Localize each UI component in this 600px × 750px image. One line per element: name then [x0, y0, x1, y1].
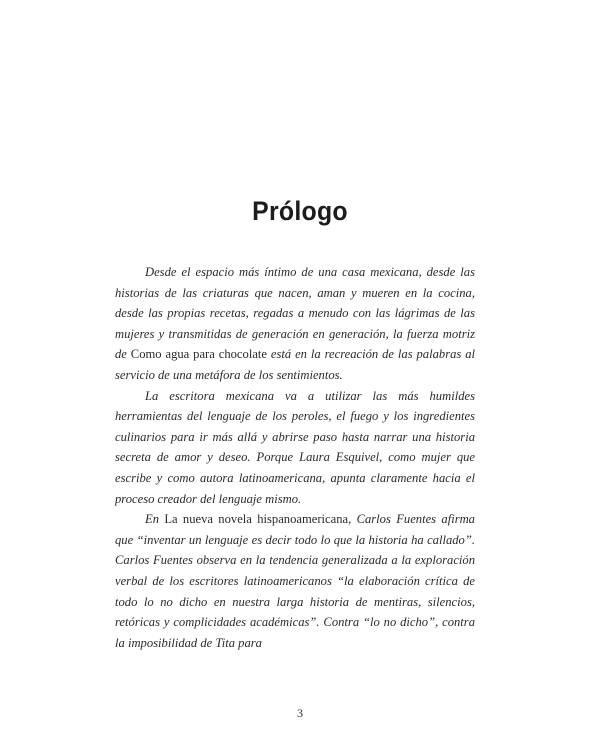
paragraph-1-text: Desde el espacio más íntimo de una casa mexicana, desde las historias de las criaturas que nacen, aman y mueren en la cocina, desde las propias recetas, regadas a menudo con las lágrimas de las mujeres y transmitidas de generación en generación, la fuerza motriz de — [115, 265, 475, 362]
book-title-nueva-novela: La nueva novela hispanoamericana, — [164, 512, 352, 527]
paragraph-1-text-end: está en la recreación de las palabras al servicio de una metáfora de los sentimientos. — [115, 347, 475, 382]
paragraph-2-text: La escritora mexicana va a utilizar las más humildes herramientas del lenguaje de los peroles, el fuego y los ingredientes culinarios para ir más allá y abrirse paso hasta narrar una historia secreta de amor y deseo. Porque Laura Esquivel, como mujer que escribe y como autora latinoamericana, apunta claramente hacia el proceso creador del lenguaje mismo. — [115, 388, 475, 506]
book-title-como-agua: Como agua para chocolate — [130, 347, 267, 362]
page-title: Prólogo — [252, 196, 348, 226]
paragraph-3 — [115, 509, 475, 653]
prologue-body — [115, 262, 475, 653]
paragraph-3-text: Carlos Fuentes afirma que “inventar un lenguaje es decir todo lo que la historia ha callado”. Carlos Fuentes observa en la tendencia generalizada a la exploración verbal de los escritores latinoamericanos “la elaboración crítica de todo lo no dicho en nuestra larga historia de mentiras, silencios, retóricas y complicidades académicas”. Contra “lo no dicho”, contra la imposibilidad de Tita para — [115, 512, 475, 650]
paragraph-1 — [115, 262, 475, 386]
page-number: 3 — [297, 706, 303, 720]
paragraph-3-text-start: En — [145, 512, 165, 527]
paragraph-2 — [115, 386, 475, 510]
bleed-through-shadow — [210, 0, 530, 8]
